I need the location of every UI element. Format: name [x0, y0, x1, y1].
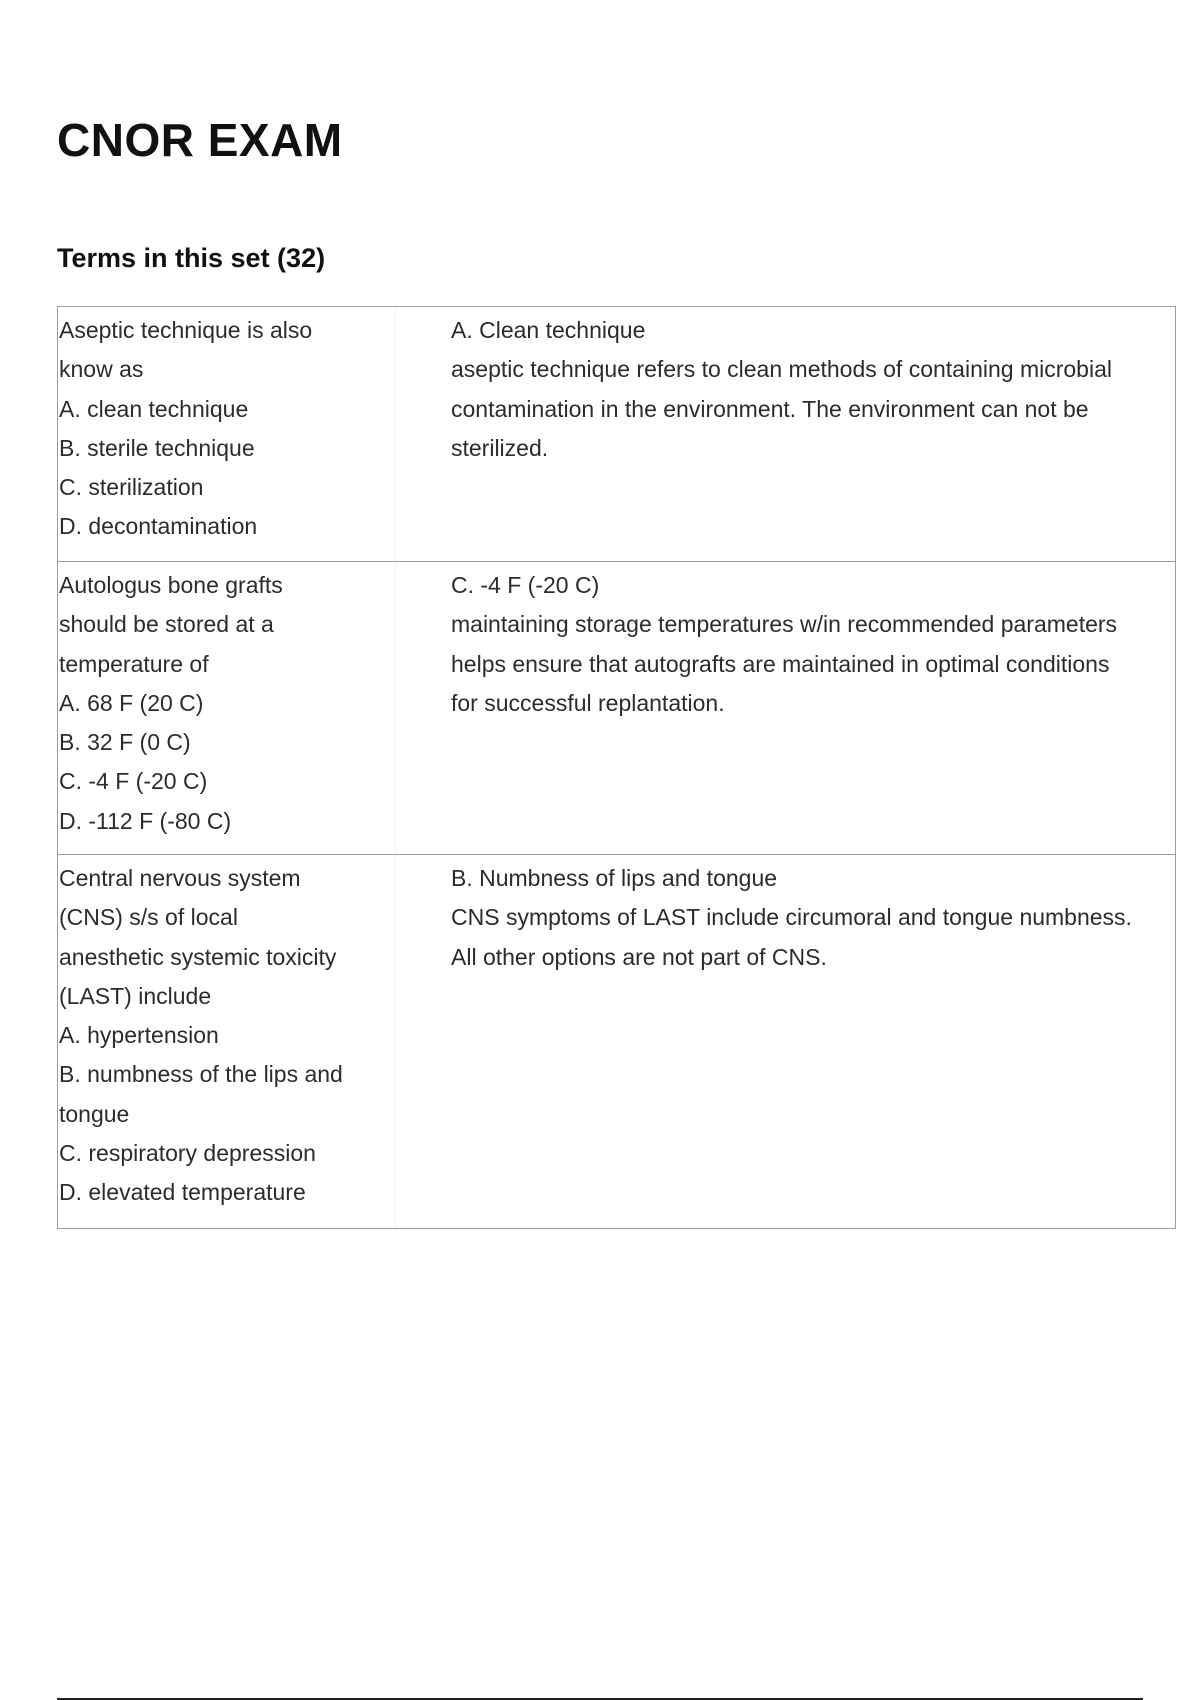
definition-answer: C. -4 F (-20 C): [451, 572, 600, 598]
term-question: Aseptic technique is also know as A. clean technique B. sterile technique C. sterilization D. decontamination: [59, 317, 313, 540]
page-title: CNOR EXAM: [57, 114, 343, 166]
terms-count-heading: Terms in this set (32): [57, 243, 326, 273]
terms-table: [57, 306, 1176, 1229]
term-row: [58, 855, 1175, 1228]
definition-explanation: maintaining storage temperatures w/in recommended parameters helps ensure that autografts are maintained in optimal conditions for successful replantation.: [451, 611, 1118, 716]
term-row: [58, 307, 1175, 562]
term-definition: [395, 562, 1175, 854]
definition-answer: B. Numbness of lips and tongue: [451, 865, 778, 891]
definition-answer: A. Clean technique: [451, 317, 646, 343]
term-question: Central nervous system (CNS) s/s of local anesthetic systemic toxicity (LAST) include A. hypertension B. numbness of the lips and tongue C. respiratory depression D. elevated temperature: [59, 865, 343, 1206]
term-definition: [395, 855, 1175, 1228]
term-definition: [395, 307, 1175, 561]
definition-explanation: CNS symptoms of LAST include circumoral and tongue numbness. All other options are not part of CNS.: [451, 904, 1132, 970]
term-question: Autologus bone grafts should be stored at a temperature of A. 68 F (20 C) B. 32 F (0 C) C. -4 F (-20 C) D. -112 F (-80 C): [59, 572, 283, 834]
term-row: [58, 562, 1175, 855]
definition-explanation: aseptic technique refers to clean methods of containing microbial contamination in the environment. The environment can not be sterilized.: [451, 356, 1112, 461]
